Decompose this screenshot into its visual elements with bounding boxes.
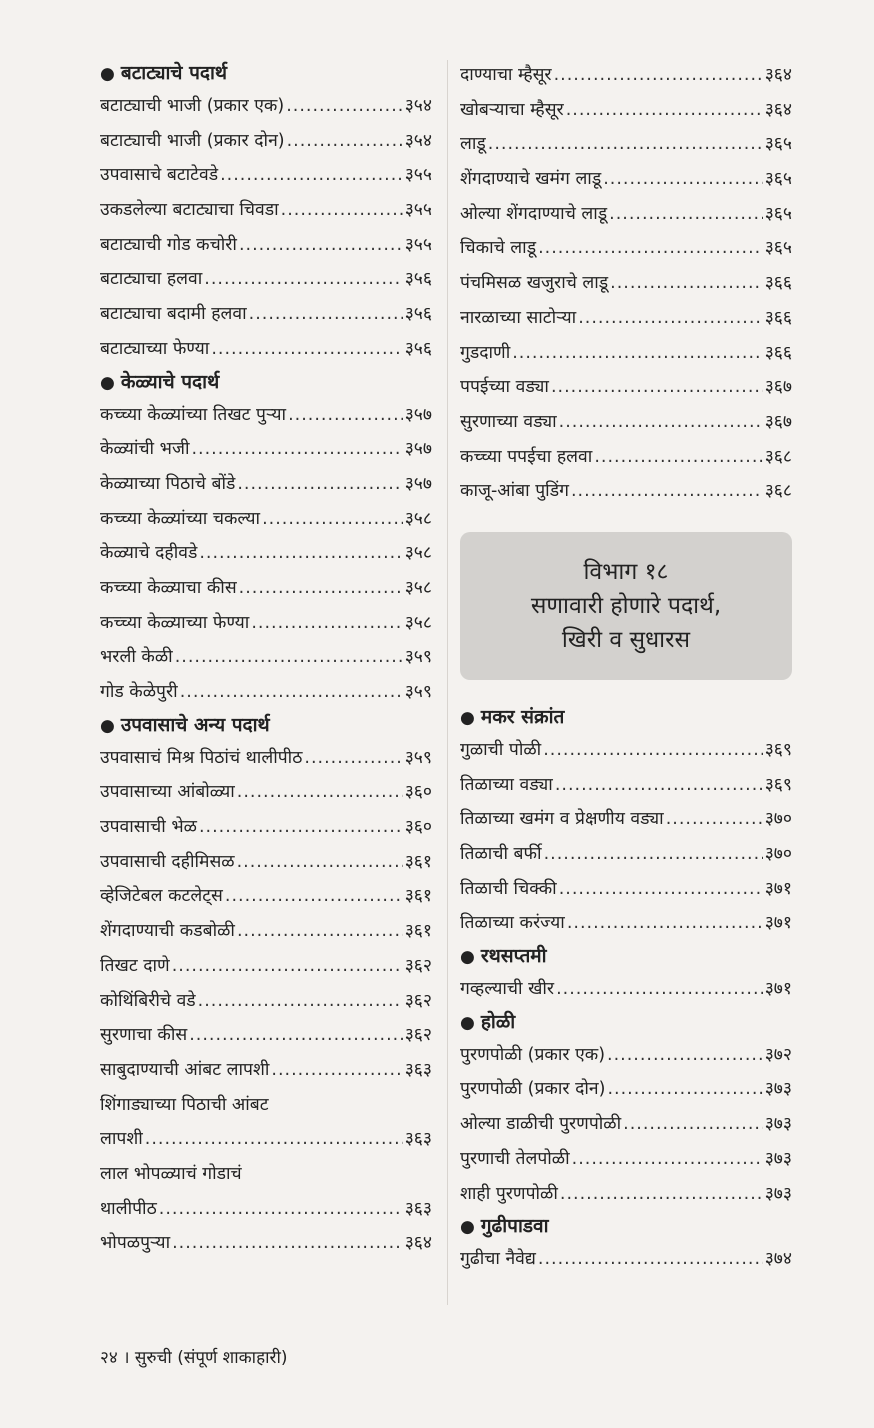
- entry-title: साबुदाण्याची आंबट लापशी: [100, 1059, 270, 1080]
- dot-leader: [145, 1122, 403, 1157]
- dot-leader: [199, 536, 402, 571]
- toc-entry: [460, 336, 792, 371]
- entry-page-number: ३६२: [404, 1025, 432, 1046]
- entry-title: चिकाचे लाडू: [460, 238, 537, 259]
- entry-page-number: ३५५: [404, 165, 432, 186]
- entry-page-number: ३६८: [764, 446, 792, 467]
- entry-page-number: ३७२: [764, 1044, 792, 1065]
- section-number: विभाग १८: [583, 558, 669, 585]
- dot-leader: [488, 127, 763, 162]
- dot-leader: [566, 93, 763, 128]
- entry-title: ओल्या डाळीची पुरणपोळी: [460, 1114, 622, 1135]
- bullet-icon: ●: [460, 1217, 475, 1238]
- entry-title: काजू-आंबा पुडिंग: [460, 481, 569, 502]
- entry-page-number: ३७३: [764, 1183, 792, 1204]
- toc-entry: [460, 906, 792, 941]
- toc-entry: [460, 58, 792, 93]
- dot-leader: [251, 606, 402, 641]
- toc-right-column: [460, 58, 792, 1277]
- dot-leader: [281, 193, 403, 228]
- entry-page-number: ३५५: [404, 234, 432, 255]
- entry-title: थालीपीठ: [100, 1198, 157, 1219]
- toc-entry: [100, 158, 432, 193]
- entry-page-number: ३५५: [404, 200, 432, 221]
- toc-entry: [100, 1018, 432, 1053]
- section-title-line2: खिरी व सुधारस: [561, 626, 691, 653]
- entry-title: तिळाच्या वड्या: [460, 774, 553, 795]
- entry-page-number: ३७०: [764, 844, 792, 864]
- toc-entry: [460, 1107, 792, 1142]
- toc-entry: [460, 1242, 792, 1277]
- toc-entry: [100, 89, 432, 124]
- entry-page-number: ३६१: [404, 886, 432, 907]
- entry-page-number: ३६५: [764, 203, 792, 224]
- toc-entry: [100, 949, 432, 984]
- entry-page-number: ३६६: [764, 342, 792, 363]
- dot-leader: [304, 741, 402, 776]
- category-heading: [460, 941, 792, 972]
- bullet-icon: ●: [100, 64, 115, 84]
- entry-page-number: ३७४: [764, 1249, 792, 1270]
- entry-page-number: ३५९: [404, 747, 432, 768]
- entry-page-number: ३६९: [764, 774, 792, 795]
- category-heading: [460, 1007, 792, 1038]
- toc-entry: [100, 914, 432, 949]
- dot-leader: [237, 914, 403, 949]
- entry-title: पुरणपोळी (प्रकार दोन): [460, 1079, 606, 1100]
- entry-page-number: ३६५: [764, 134, 792, 155]
- entry-title: शेंगदाण्याची कडबोळी: [100, 921, 235, 942]
- entry-title: कच्च्या पपईचा हलवा: [460, 446, 593, 467]
- entry-title: लापशी: [100, 1129, 143, 1150]
- dot-leader: [239, 571, 403, 606]
- category-heading-text: गुढीपाडवा: [480, 1215, 549, 1238]
- entry-title: गुळाची पोळी: [460, 739, 542, 760]
- entry-title: लाडू: [460, 134, 486, 155]
- category-heading-text: होळी: [480, 1010, 516, 1033]
- toc-entry: [460, 440, 792, 475]
- dot-leader: [623, 1107, 763, 1142]
- entry-page-number: ३६२: [404, 990, 432, 1011]
- dot-leader: [180, 675, 403, 710]
- entry-page-number: ३६७: [764, 411, 792, 432]
- entry-title: कच्च्या केळ्यांच्या तिखट पुऱ्या: [100, 404, 287, 425]
- entry-title: उकडलेल्या बटाट्याचा चिवडा: [100, 200, 279, 221]
- dot-leader: [237, 845, 403, 880]
- bullet-icon: ●: [460, 947, 475, 968]
- entry-title: सुरणाच्या वड्या: [460, 411, 557, 432]
- entry-title: गव्हल्याची खीर: [460, 979, 555, 1000]
- entry-page-number: ३६३: [404, 1059, 432, 1080]
- entry-title: उपवासाची दहीमिसळ: [100, 851, 235, 872]
- toc-entry: [100, 1226, 432, 1261]
- entry-title: बटाट्याचा बदामी हलवा: [100, 304, 247, 325]
- dot-leader: [239, 228, 403, 263]
- dot-leader: [512, 336, 762, 371]
- entry-title: गोड केळेपुरी: [100, 682, 178, 702]
- entry-title: उपवासाच्या आंबोळ्या: [100, 782, 235, 803]
- entry-title: व्हेजिटेबल कटलेट्स: [100, 886, 223, 907]
- toc-entry: [460, 1142, 792, 1177]
- entry-page-number: ३६३: [404, 1198, 432, 1219]
- dot-leader: [271, 1053, 402, 1088]
- toc-entry: [460, 733, 792, 768]
- entry-title: उपवासाचे बटाटेवडे: [100, 165, 219, 186]
- dot-leader: [175, 640, 403, 675]
- entry-page-number: ३६५: [764, 169, 792, 190]
- entry-page-number: ३५८: [404, 508, 432, 529]
- entry-title: खोबऱ्याचा म्हैसूर: [460, 99, 564, 120]
- toc-entry: [100, 536, 432, 571]
- toc-entry: [460, 1177, 792, 1212]
- toc-entry: [460, 972, 792, 1007]
- toc-entry: [460, 93, 792, 128]
- dot-leader: [567, 906, 763, 941]
- dot-leader: [544, 837, 763, 872]
- entry-title: नारळाच्या साटोऱ्या: [460, 307, 577, 328]
- dot-leader: [556, 972, 763, 1007]
- entry-title: तिळाच्या करंज्या: [460, 913, 565, 934]
- bullet-icon: ●: [460, 1012, 475, 1033]
- category-heading-text: उपवासाचे अन्य पदार्थ: [120, 713, 270, 736]
- category-heading-text: मकर संक्रांत: [480, 705, 565, 728]
- entry-title: भरली केळी: [100, 647, 173, 668]
- entry-page-number: ३७३: [764, 1148, 792, 1169]
- entry-page-number: ३६६: [764, 307, 792, 328]
- entry-page-number: ३५४: [404, 96, 432, 116]
- toc-entry: [100, 640, 432, 675]
- toc-entry: [100, 1157, 432, 1192]
- category-heading: [460, 1211, 792, 1242]
- section-banner: [460, 532, 792, 680]
- entry-title: बटाट्याची गोड कचोरी: [100, 234, 237, 255]
- entry-page-number: ३५७: [404, 473, 432, 494]
- entry-title: तिळाच्या खमंग व प्रेक्षणीय वड्या: [460, 809, 664, 830]
- entry-title: केळ्याचे दहीवडे: [100, 543, 198, 564]
- entry-page-number: ३६४: [764, 99, 792, 120]
- page-footer: २४ । सुरुची (संपूर्ण शाकाहारी): [100, 1348, 288, 1368]
- entry-title: बटाट्याची भाजी (प्रकार दोन): [100, 130, 285, 151]
- toc-entry: [100, 502, 432, 537]
- entry-page-number: ३७१: [764, 913, 792, 934]
- toc-entry: [100, 675, 432, 710]
- entry-page-number: ३६३: [404, 1129, 432, 1150]
- dot-leader: [607, 1072, 762, 1107]
- toc-entry: [460, 405, 792, 440]
- dot-leader: [610, 266, 763, 301]
- toc-entry: [100, 467, 432, 502]
- toc-entry: [460, 768, 792, 803]
- entry-page-number: ३५६: [404, 304, 432, 325]
- dot-leader: [560, 1177, 763, 1212]
- toc-entry: [460, 301, 792, 336]
- toc-entry: [460, 474, 792, 509]
- entry-title: ओल्या शेंगदाण्याचे लाडू: [460, 203, 608, 224]
- dot-leader: [538, 1242, 763, 1277]
- dot-leader: [204, 262, 402, 297]
- toc-entry: [460, 197, 792, 232]
- entry-title: शेंगदाण्याचे खमंग लाडू: [460, 169, 602, 190]
- entry-title: तिखट दाणे: [100, 955, 170, 976]
- toc-entry: [100, 845, 432, 880]
- entry-title: बटाट्याचा हलवा: [100, 269, 203, 290]
- entry-page-number: ३६६: [764, 273, 792, 294]
- dot-leader: [262, 502, 403, 537]
- toc-entry: [460, 872, 792, 907]
- dot-leader: [287, 124, 403, 159]
- entry-title: दाण्याचा म्हैसूर: [460, 65, 552, 85]
- toc-entry: [100, 606, 432, 641]
- bullet-icon: ●: [100, 372, 115, 393]
- entry-page-number: ३५४: [404, 130, 432, 151]
- category-heading: [460, 702, 792, 733]
- dot-leader: [191, 432, 402, 467]
- entry-title: गुडदाणी: [460, 342, 511, 363]
- category-heading: [100, 367, 432, 398]
- category-heading-text: रथसप्तमी: [480, 945, 547, 968]
- dot-leader: [594, 440, 762, 475]
- entry-page-number: ३६१: [404, 851, 432, 872]
- dot-leader: [189, 1018, 403, 1053]
- entry-page-number: ३७०: [764, 809, 792, 830]
- toc-entry: [100, 193, 432, 228]
- toc-entry: [100, 879, 432, 914]
- toc-entry: [460, 127, 792, 162]
- toc-entry: [100, 1053, 432, 1088]
- toc-entry: [460, 802, 792, 837]
- entry-title: उपवासाची भेळ: [100, 817, 197, 838]
- dot-leader: [543, 733, 762, 768]
- toc-entry: [460, 1072, 792, 1107]
- entry-title: सुरणाचा कीस: [100, 1025, 188, 1046]
- dot-leader: [220, 158, 403, 193]
- dot-leader: [607, 1038, 763, 1073]
- entry-page-number: ३५७: [404, 439, 432, 460]
- entry-title: शिंगाड्याच्या पिठाची आंबट: [100, 1094, 269, 1115]
- dot-leader: [249, 297, 403, 332]
- entry-page-number: ३६८: [764, 481, 792, 502]
- toc-entry: [460, 370, 792, 405]
- dot-leader: [172, 1226, 403, 1261]
- dot-leader: [211, 332, 402, 367]
- dot-leader: [666, 802, 763, 837]
- entry-page-number: ३७१: [764, 979, 792, 1000]
- entry-page-number: ३६४: [764, 65, 792, 85]
- entry-page-number: ३६४: [404, 1233, 432, 1254]
- entry-page-number: ३६०: [404, 817, 432, 838]
- toc-entry: [100, 262, 432, 297]
- toc-entry: [100, 571, 432, 606]
- dot-leader: [172, 949, 403, 984]
- entry-title: पंचमिसळ खजुराचे लाडू: [460, 273, 609, 294]
- toc-entry: [100, 297, 432, 332]
- entry-title: पुरणपोळी (प्रकार एक): [460, 1044, 606, 1065]
- entry-title: कोथिंबिरीचे वडे: [100, 990, 196, 1011]
- dot-leader: [571, 474, 763, 509]
- dot-leader: [603, 162, 762, 197]
- dot-leader: [551, 370, 763, 405]
- toc-entry: [100, 1192, 432, 1227]
- entry-page-number: ३५६: [404, 338, 432, 359]
- entry-title: भोपळपुऱ्या: [100, 1233, 171, 1254]
- toc-right-bottom-list: [460, 702, 792, 1277]
- category-heading-text: बटाट्याचे पदार्थ: [120, 62, 228, 84]
- entry-page-number: ३७१: [764, 878, 792, 899]
- dot-leader: [555, 768, 763, 803]
- toc-entry: [100, 741, 432, 776]
- dot-leader: [578, 301, 762, 336]
- category-heading: [100, 710, 432, 741]
- toc-entry: [460, 231, 792, 266]
- toc-entry: [100, 432, 432, 467]
- toc-entry: [460, 266, 792, 301]
- toc-entry: [100, 1088, 432, 1123]
- entry-page-number: ३७३: [764, 1079, 792, 1100]
- entry-title: कच्च्या केळ्यांच्या चकल्या: [100, 508, 261, 529]
- toc-entry: [100, 228, 432, 263]
- dot-leader: [237, 775, 403, 810]
- entry-page-number: ३५८: [404, 543, 432, 564]
- entry-page-number: ३५६: [404, 269, 432, 290]
- entry-title: कच्च्या केळ्याचा कीस: [100, 577, 237, 598]
- entry-title: केळ्याच्या पिठाचे बोंडे: [100, 473, 236, 494]
- dot-leader: [572, 1142, 763, 1177]
- dot-leader: [198, 984, 403, 1019]
- toc-entry: [460, 837, 792, 872]
- entry-page-number: ३५९: [404, 682, 432, 702]
- dot-leader: [199, 810, 403, 845]
- entry-title: उपवासाचं मिश्र पिठांचं थालीपीठ: [100, 747, 303, 768]
- section-title-line1: सणावारी होणारे पदार्थ,: [530, 592, 722, 619]
- entry-title: तिळाची चिक्की: [460, 878, 557, 899]
- dot-leader: [538, 231, 763, 266]
- dot-leader: [237, 467, 402, 502]
- entry-title: शाही पुरणपोळी: [460, 1183, 558, 1204]
- entry-title: पुरणाची तेलपोळी: [460, 1148, 570, 1169]
- entry-title: बटाट्याच्या फेण्या: [100, 338, 210, 359]
- dot-leader: [559, 872, 763, 907]
- dot-leader: [159, 1192, 403, 1227]
- entry-page-number: ३६१: [404, 921, 432, 942]
- entry-title: लाल भोपळ्याचं गोडाचं: [100, 1163, 242, 1184]
- dot-leader: [554, 58, 763, 93]
- entry-title: कच्च्या केळ्याच्या फेण्या: [100, 612, 250, 633]
- toc-entry: [100, 775, 432, 810]
- entry-page-number: ३६९: [764, 739, 792, 760]
- toc-right-top-list: [460, 58, 792, 509]
- dot-leader: [609, 197, 763, 232]
- toc-entry: [460, 162, 792, 197]
- toc-entry: [100, 124, 432, 159]
- toc-entry: [100, 398, 432, 433]
- entry-title: केळ्यांची भजी: [100, 439, 190, 460]
- dot-leader: [286, 89, 403, 124]
- entry-page-number: ३६०: [404, 782, 432, 803]
- entry-page-number: ३६७: [764, 377, 792, 398]
- toc-entry: [100, 332, 432, 367]
- dot-leader: [559, 405, 763, 440]
- entry-title: गुढीचा नैवेद्य: [460, 1249, 536, 1270]
- toc-left-column: [100, 58, 432, 1261]
- entry-page-number: ३५८: [404, 577, 432, 598]
- entry-page-number: ३६२: [404, 955, 432, 976]
- category-heading-text: केळ्याचे पदार्थ: [120, 370, 220, 393]
- toc-entry: [460, 1038, 792, 1073]
- bullet-icon: ●: [460, 707, 475, 728]
- entry-page-number: ३७३: [764, 1114, 792, 1135]
- toc-entry: [100, 984, 432, 1019]
- entry-title: तिळाची बर्फी: [460, 844, 542, 864]
- toc-entry: [100, 810, 432, 845]
- entry-title: बटाट्याची भाजी (प्रकार एक): [100, 96, 285, 116]
- category-heading: [100, 58, 432, 89]
- entry-page-number: ३६५: [764, 238, 792, 259]
- entry-title: पपईच्या वड्या: [460, 377, 549, 398]
- entry-page-number: ३५८: [404, 612, 432, 633]
- bullet-icon: ●: [100, 715, 115, 736]
- dot-leader: [225, 879, 403, 914]
- dot-leader: [288, 398, 403, 433]
- toc-entry: [100, 1122, 432, 1157]
- column-divider: [447, 60, 448, 1305]
- entry-page-number: ३५७: [404, 404, 432, 425]
- entry-page-number: ३५९: [404, 647, 432, 668]
